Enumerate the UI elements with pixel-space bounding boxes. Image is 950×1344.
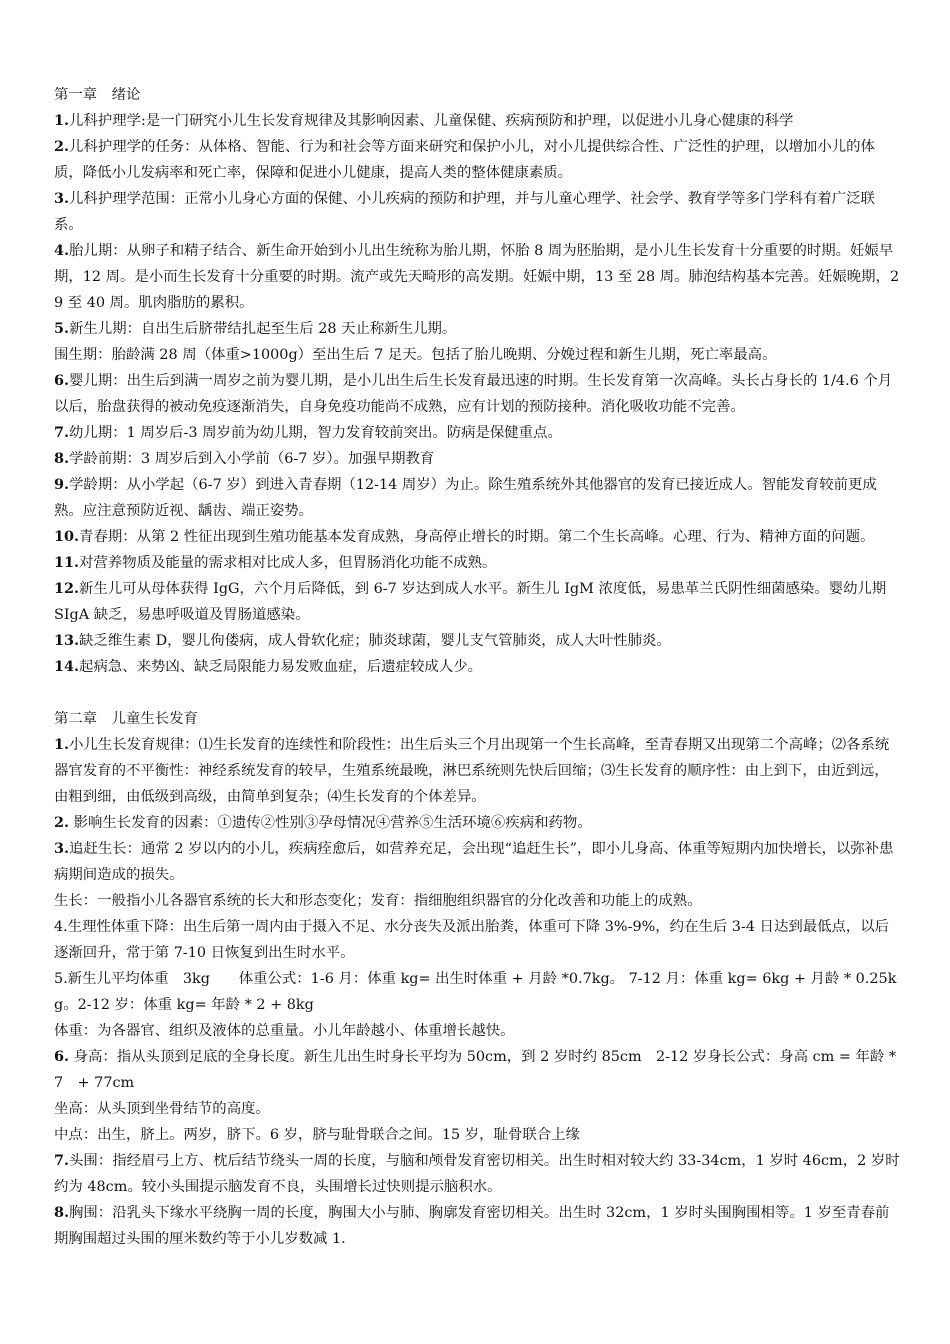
- paragraph-text: 生长：一般指小儿各器官系统的长大和形态变化；发育：指细胞组织器官的分化改善和功能上的成熟。: [54, 893, 702, 909]
- paragraph: [54, 316, 900, 342]
- item-number: 4.: [54, 242, 70, 259]
- paragraph-text: 幼儿期：1 周岁后-3 周岁前为幼儿期，智力发育较前突出。防病是保健重点。: [69, 425, 562, 441]
- item-number: 11.: [54, 554, 80, 571]
- item-number: 7.: [54, 424, 70, 441]
- paragraph-text: 头围：指经眉弓上方、枕后结节绕头一周的长度，与脑和颅骨发育密切相关。出生时相对较大约 33-34cm，1 岁时 46cm，2 岁时约为 48cm。较小头围提示脑发育不良，头围增长过快则提示脑积水。: [54, 1153, 900, 1195]
- paragraph: [54, 732, 900, 810]
- paragraph-text: 学龄期：从小学起（6-7 岁）到进入青春期（12-14 周岁）为止。除生殖系统外其他器官的发育已接近成人。智能发育较前更成熟。应注意预防近视、龋齿、端正姿势。: [54, 477, 877, 519]
- paragraph-text: 缺乏维生素 D，婴儿佝偻病，成人骨软化症；肺炎球菌，婴儿支气管肺炎，成人大叶性肺炎。: [79, 633, 671, 649]
- paragraph-text: 4.生理性体重下降：出生后第一周内由于摄入不足、水分丧失及派出胎粪，体重可下降 3%-9%，约在生后 3-4 日达到最低点，以后逐渐回升，常于第 7-10 日恢复到出生时水平。: [54, 919, 890, 961]
- paragraph-text: 青春期：从第 2 性征出现到生殖功能基本发育成熟，身高停止增长的时期。第二个生长高峰。心理、行为、精神方面的问题。: [79, 529, 875, 545]
- item-number: 8.: [54, 1204, 70, 1221]
- paragraph: [54, 446, 900, 472]
- document-page: [54, 82, 900, 1252]
- paragraph-text: 新生儿可从母体获得 IgG，六个月后降低，到 6-7 岁达到成人水平。新生儿 IgM 浓度低，易患革兰氏阴性细菌感染。婴幼儿期 SIgA 缺乏，易患呼吸道及胃肠道感染。: [54, 581, 887, 623]
- paragraph: [54, 186, 900, 238]
- paragraph: [54, 108, 900, 134]
- paragraph-text: 胸围：沿乳头下缘水平绕胸一周的长度，胸围大小与肺、胸廓发育密切相关。出生时 32cm，1 岁时头围胸围相等。1 岁至青春前期胸围超过头围的厘米数约等于小儿岁数减 1.: [54, 1205, 890, 1247]
- item-number: 1.: [54, 112, 70, 129]
- paragraph-text: 围生期：胎龄满 28 周（体重>1000g）至出生后 7 足天。包括了胎儿晚期、分娩过程和新生儿期，死亡率最高。: [54, 347, 777, 363]
- paragraph-text: 坐高：从头顶到坐骨结节的高度。: [54, 1101, 270, 1117]
- item-number: 13.: [54, 632, 80, 649]
- chapter-1-heading: 第一章 绪论: [54, 87, 141, 103]
- paragraph: [54, 810, 900, 836]
- paragraph-text: 5.新生儿平均体重 3kg 体重公式：1-6 月：体重 kg= 出生时体重 + 月龄 *0.7kg。 7-12 月：体重 kg= 6kg + 月龄 * 0.25kg。2-12 岁：体重 kg= 年龄 * 2 + 8kg: [54, 971, 897, 1013]
- paragraph: [54, 1200, 900, 1252]
- item-number: 5.: [54, 320, 70, 337]
- paragraph: [54, 342, 900, 368]
- paragraph: [54, 888, 900, 914]
- paragraph-text: 新生儿期：自出生后脐带结扎起至生后 28 天止称新生儿期。: [69, 321, 457, 337]
- paragraph-text: 婴儿期：出生后到满一周岁之前为婴儿期，是小儿出生后生长发育最迅速的时期。生长发育第一次高峰。头长占身长的 1/4.6 个月以后，胎盘获得的被动免疫逐渐消失，自身免疫功能尚不成熟，应有计划的预防接种。消化吸收功能不完善。: [54, 373, 893, 415]
- item-number: 6.: [54, 372, 70, 389]
- paragraph: [54, 238, 900, 316]
- paragraph: [54, 1096, 900, 1122]
- item-number: 10.: [54, 528, 80, 545]
- paragraph-text: 对营养物质及能量的需求相对比成人多，但胃肠消化功能不成熟。: [79, 555, 497, 571]
- paragraph: [54, 1148, 900, 1200]
- item-number: 3.: [54, 840, 70, 857]
- paragraph-text: 胎儿期：从卵子和精子结合、新生命开始到小儿出生统称为胎儿期，怀胎 8 周为胚胎期，是小儿生长发育十分重要的时期。妊娠早期，12 周。是小而生长发育十分重要的时期。流产或先天畸形的高发期。妊娠中期，13 至 28 周。肺泡结构基本完善。妊娠晚期，29 至 40 周。肌肉脂肪的累积。: [54, 243, 900, 311]
- paragraph-text: 儿科护理学范围：正常小儿身心方面的保健、小儿疾病的预防和护理，并与儿童心理学、社会学、教育学等多门学科有着广泛联系。: [54, 191, 875, 233]
- item-number: 9.: [54, 476, 70, 493]
- paragraph: [54, 836, 900, 888]
- item-number: 8.: [54, 450, 70, 467]
- paragraph-text: 影响生长发育的因素：①遗传②性别③孕母情况④营养⑤生活环境⑥疾病和药物。: [69, 815, 592, 831]
- paragraph: [54, 368, 900, 420]
- paragraph: [54, 420, 900, 446]
- paragraph: [54, 966, 900, 1018]
- paragraph: [54, 524, 900, 550]
- paragraph-text: 小儿生长发育规律：⑴生长发育的连续性和阶段性：出生后头三个月出现第一个生长高峰，至青春期又出现第二个高峰；⑵各系统器官发育的不平衡性：神经系统发育的较早，生殖系统最晚，淋巴系统则先快后回缩；⑶生长发育的顺序性：由上到下，由近到远，由粗到细，由低级到高级，由简单到复杂；⑷生长发育的个体差异。: [54, 737, 890, 805]
- item-number: 12.: [54, 580, 80, 597]
- paragraph-text: 儿科护理学:是一门研究小儿生长发育规律及其影响因素、儿童保健、疾病预防和护理，以促进小儿身心健康的科学: [69, 113, 794, 129]
- item-number: 14.: [54, 658, 80, 675]
- item-number: 3.: [54, 190, 70, 207]
- item-number: 7.: [54, 1152, 70, 1169]
- paragraph: [54, 550, 900, 576]
- paragraph: [54, 1044, 900, 1096]
- section-gap: [54, 680, 900, 706]
- paragraph: [54, 914, 900, 966]
- paragraph-text: 中点：出生，脐上。两岁，脐下。6 岁，脐与耻骨联合之间。15 岁，耻骨联合上缘: [54, 1127, 580, 1143]
- item-number: 1.: [54, 736, 70, 753]
- paragraph-text: 儿科护理学的任务：从体格、智能、行为和社会等方面来研究和保护小儿，对小儿提供综合性、广泛性的护理，以增加小儿的体质，降低小儿发病率和死亡率，保障和促进小儿健康，提高人类的整体健康素质。: [54, 139, 875, 181]
- item-number: 2.: [54, 138, 70, 155]
- paragraph-text: 起病急、来势凶、缺乏局限能力易发败血症，后遗症较成人少。: [79, 659, 482, 675]
- paragraph-text: 身高：指从头顶到足底的全身长度。新生儿出生时身长平均为 50cm，到 2 岁时约 85cm 2-12 岁身长公式：身高 cm = 年龄 *7 + 77cm: [54, 1049, 897, 1091]
- paragraph: [54, 1018, 900, 1044]
- item-number: 6.: [54, 1048, 70, 1065]
- paragraph: [54, 654, 900, 680]
- paragraph: [54, 472, 900, 524]
- paragraph-text: 体重：为各器官、组织及液体的总重量。小儿年龄越小、体重增长越快。: [54, 1023, 515, 1039]
- paragraph: [54, 1122, 900, 1148]
- chapter-2-heading: 第二章 儿童生长发育: [54, 711, 198, 727]
- paragraph: [54, 628, 900, 654]
- paragraph: [54, 576, 900, 628]
- paragraph: [54, 134, 900, 186]
- paragraph-text: 追赶生长：通常 2 岁以内的小儿，疾病痊愈后，如营养充足，会出现“追赶生长”，即小儿身高、体重等短期内加快增长，以弥补患病期间造成的损失。: [54, 841, 894, 883]
- item-number: 2.: [54, 814, 70, 831]
- paragraph-text: 学龄前期：3 周岁后到入小学前（6-7 岁）。加强早期教育: [69, 451, 435, 467]
